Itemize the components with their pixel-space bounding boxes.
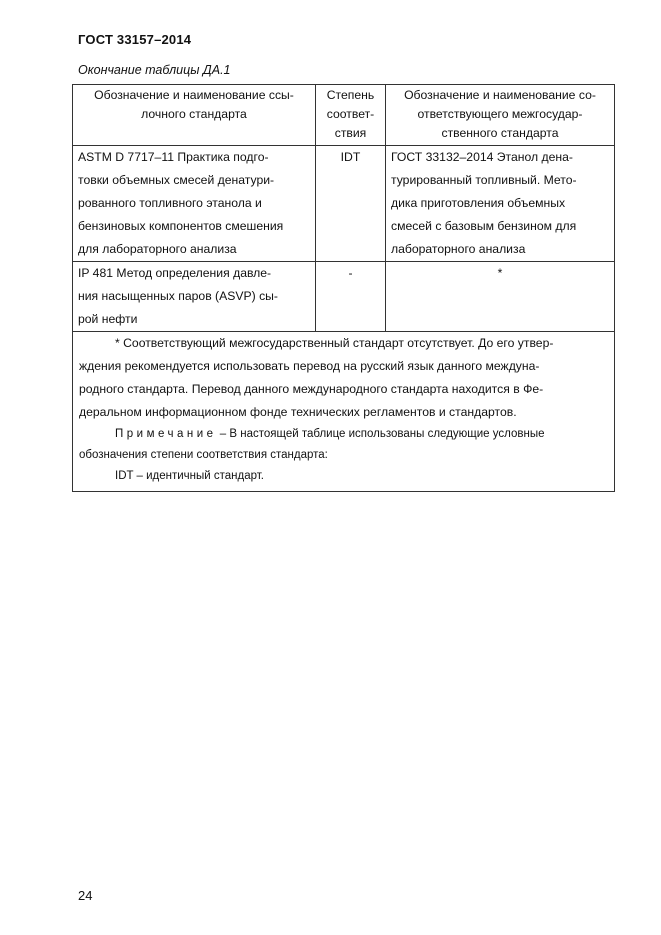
cell-line: лабораторного анализа bbox=[391, 242, 526, 256]
header-line: ответствующего межгосудар- bbox=[417, 107, 583, 121]
header-interstate-standard bbox=[386, 85, 615, 146]
cell-degree: - bbox=[316, 262, 386, 332]
table-footnote-row bbox=[73, 332, 615, 492]
header-line: Обозначение и наименование ссы- bbox=[94, 88, 294, 102]
header-reference-standard bbox=[73, 85, 316, 146]
cell-degree: IDT bbox=[316, 146, 386, 262]
cell-line: смесей с базовым бензином для bbox=[391, 219, 577, 233]
note-text: – В настоящей таблице использованы следующие условные bbox=[216, 428, 545, 440]
cell-line: IP 481 Метод определения давле- bbox=[78, 266, 272, 280]
header-line: лочного стандарта bbox=[141, 107, 247, 121]
page-number: 24 bbox=[78, 888, 93, 903]
footnote-line: ждения рекомендуется использовать перевод на русский язык данного междуна- bbox=[79, 359, 540, 373]
cell-reference-standard bbox=[73, 146, 316, 262]
cell-line: для лабораторного анализа bbox=[78, 242, 237, 256]
cell-line: дика приготовления объемных bbox=[391, 196, 566, 210]
cell-line: ния насыщенных паров (ASVP) сы- bbox=[78, 289, 278, 303]
header-line: ствия bbox=[334, 126, 367, 140]
table-caption: Окончание таблицы ДА.1 bbox=[78, 63, 231, 77]
header-line: Степень bbox=[326, 88, 375, 102]
table-footnote-cell bbox=[73, 332, 615, 492]
cell-line: бензиновых компонентов смешения bbox=[78, 219, 284, 233]
cell-line: турированный топливный. Мето- bbox=[391, 173, 577, 187]
cell-line: ASTM D 7717–11 Практика подго- bbox=[78, 150, 269, 164]
footnote-line: * Соответствующий межгосударственный стандарт отсутствует. До его утвер- bbox=[115, 336, 554, 350]
header-line: ственного стандарта bbox=[441, 126, 559, 140]
header-degree bbox=[316, 85, 386, 146]
note-legend: IDT – идентичный стандарт. bbox=[115, 470, 264, 482]
table-row bbox=[73, 146, 615, 262]
footnote-line: деральном информационном фонде технических регламентов и стандартов. bbox=[79, 405, 517, 419]
cell-line: товки объемных смесей денатури- bbox=[78, 173, 275, 187]
note-label: Примечание bbox=[115, 428, 217, 440]
footnote-line: родного стандарта. Перевод данного международного стандарта находится в Фе- bbox=[79, 382, 544, 396]
note-line: обозначения степени соответствия стандарта: bbox=[79, 449, 328, 461]
table-row bbox=[73, 262, 615, 332]
cell-line: ГОСТ 33132–2014 Этанол дена- bbox=[391, 150, 573, 164]
cell-interstate-standard: * bbox=[386, 262, 615, 332]
header-line: Обозначение и наименование со- bbox=[404, 88, 596, 102]
cell-interstate-standard bbox=[386, 146, 615, 262]
header-line: соответ- bbox=[326, 107, 375, 121]
cell-reference-standard bbox=[73, 262, 316, 332]
cell-line: рой нефти bbox=[78, 312, 138, 326]
table-header-row bbox=[73, 85, 615, 146]
cell-line: рованного топливного этанола и bbox=[78, 196, 262, 210]
document-header: ГОСТ 33157–2014 bbox=[78, 32, 192, 47]
note-line bbox=[79, 424, 608, 445]
correspondence-table bbox=[72, 84, 615, 492]
